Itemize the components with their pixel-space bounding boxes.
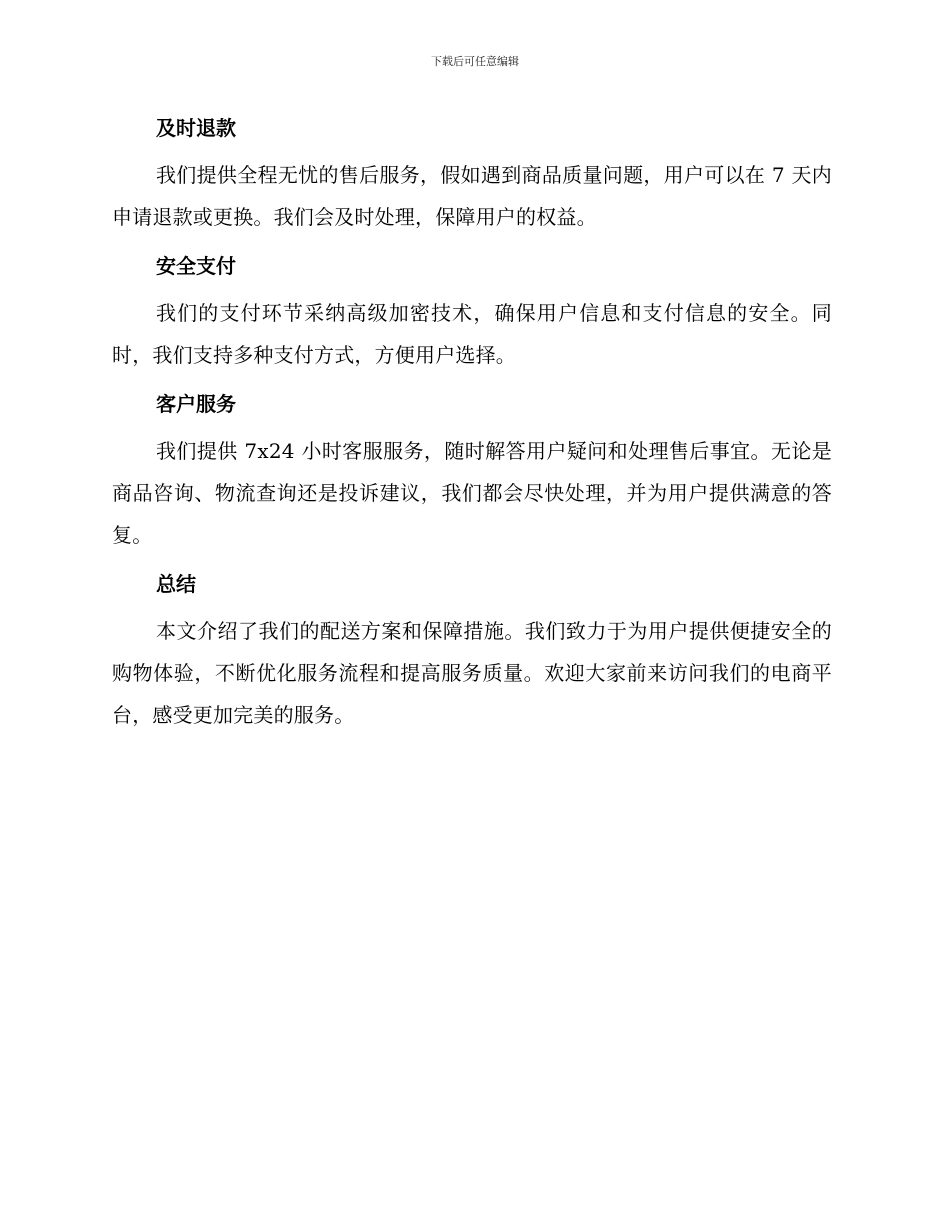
section-body-summary: 本文介绍了我们的配送方案和保障措施。我们致力于为用户提供便捷安全的购物体验，不断优化服务流程和提高服务质量。欢迎大家前来访问我们的电商平台，感受更加完美的服务。 (112, 619, 832, 727)
section-title-customer-service: 客户服务 (156, 392, 236, 416)
document-body (112, 108, 832, 744)
section-title-secure-payment: 安全支付 (156, 254, 236, 278)
section-title-refund: 及时退款 (156, 116, 236, 140)
section-body-refund: 我们提供全程无忧的售后服务，假如遇到商品质量问题，用户可以在 7 天内申请退款或更换。我们会及时处理，保障用户的权益。 (112, 163, 832, 229)
section-body-customer-service: 我们提供 7x24 小时客服服务，随时解答用户疑问和处理售后事宜。无论是商品咨询、物流查询还是投诉建议，我们都会尽快处理，并为用户提供满意的答复。 (112, 439, 832, 547)
section-body-secure-payment: 我们的支付环节采纳高级加密技术，确保用户信息和支付信息的安全。同时，我们支持多种支付方式，方便用户选择。 (112, 301, 832, 367)
page-header-note: 下载后可任意编辑 (431, 55, 519, 68)
section-title-summary: 总结 (156, 572, 196, 596)
